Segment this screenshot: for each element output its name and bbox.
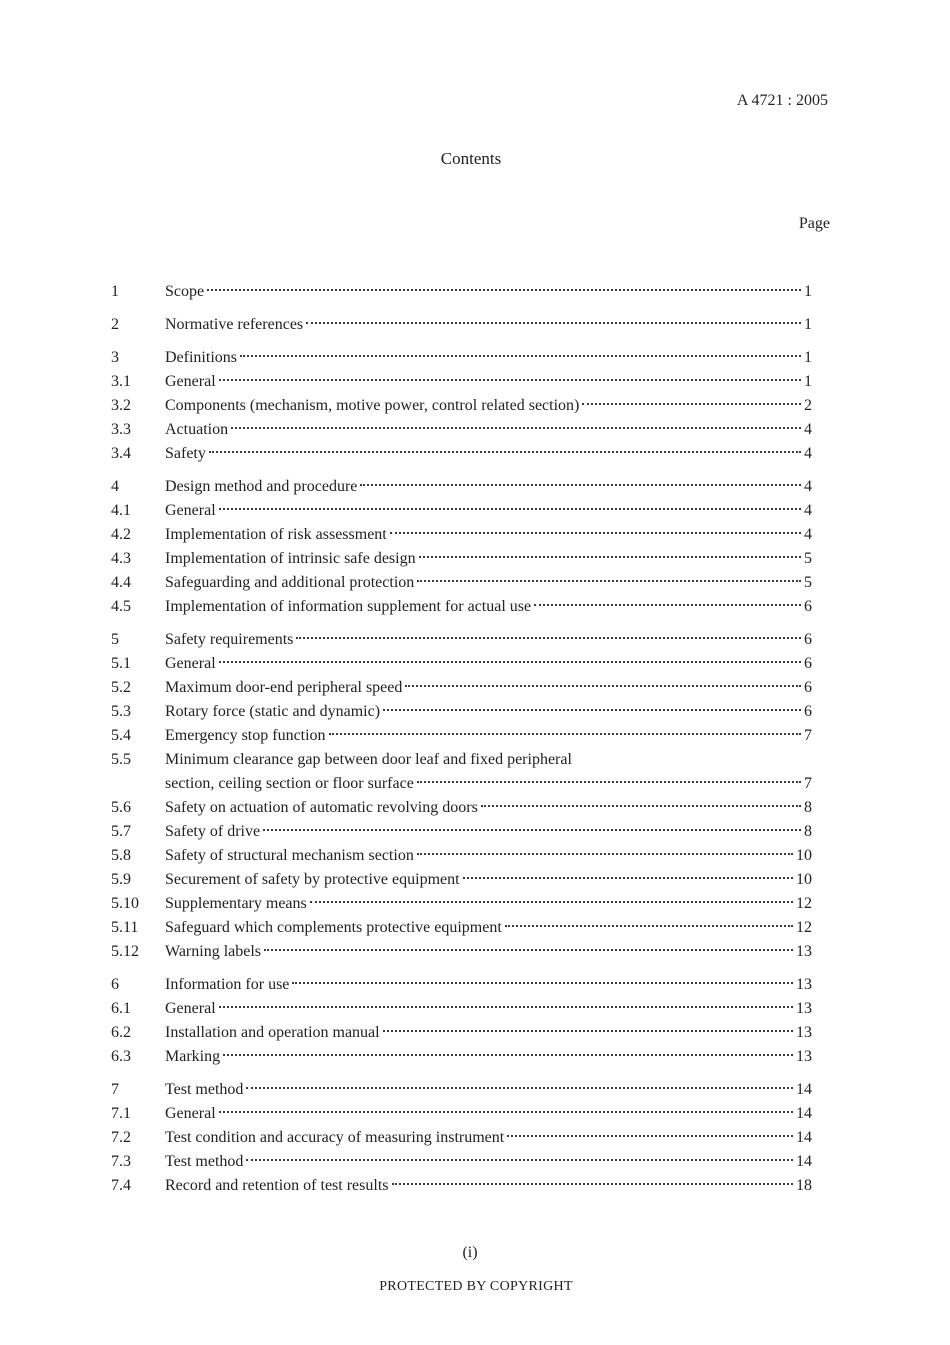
- page-column-label: Page: [798, 215, 830, 232]
- dot-leader: [417, 852, 793, 855]
- dot-leader: [219, 1110, 793, 1113]
- toc-entry-number: 4.1: [111, 502, 131, 519]
- dot-leader: [207, 288, 801, 291]
- toc-entry-title: Warning labels: [165, 943, 262, 960]
- dot-leader: [582, 402, 801, 405]
- toc-entry-number: 5: [111, 631, 119, 648]
- toc-entry-page: 14: [796, 1129, 812, 1146]
- toc-entry-title: Actuation: [165, 421, 229, 438]
- toc-entry-page: 14: [796, 1153, 812, 1170]
- toc-entry-page: 13: [796, 1048, 812, 1065]
- toc-entry-number: 6.2: [111, 1024, 131, 1041]
- dot-leader: [534, 603, 801, 606]
- toc-entry-2[interactable]: [111, 313, 812, 337]
- toc-entry-page: 8: [804, 823, 812, 840]
- toc-entry-7[interactable]: [111, 1078, 812, 1102]
- toc-entry-7-1[interactable]: [111, 1102, 812, 1126]
- toc-entry-title: Safeguard which complements protective equipment: [165, 919, 502, 936]
- table-of-contents: [111, 280, 812, 1198]
- toc-entry-number: 7.3: [111, 1153, 131, 1170]
- toc-entry-5-3[interactable]: [111, 700, 812, 724]
- toc-entry-number: 4.2: [111, 526, 131, 543]
- toc-entry-number: 4: [111, 478, 119, 495]
- toc-entry-number: 4.5: [111, 598, 131, 615]
- toc-entry-7-4[interactable]: [111, 1174, 812, 1198]
- toc-entry-number: 3.1: [111, 373, 131, 390]
- toc-entry-title: Installation and operation manual: [165, 1024, 380, 1041]
- dot-leader: [219, 1005, 793, 1008]
- toc-entry-page: 1: [804, 349, 812, 366]
- toc-entry-number: 3.3: [111, 421, 131, 438]
- toc-entry-4-5[interactable]: [111, 595, 812, 619]
- standard-number: A 4721 : 2005: [736, 92, 828, 109]
- toc-entry-5-10[interactable]: [111, 892, 812, 916]
- dot-leader: [219, 378, 801, 381]
- dot-leader: [481, 804, 801, 807]
- toc-entry-page: 13: [796, 976, 812, 993]
- toc-entry-5-12[interactable]: [111, 940, 812, 964]
- toc-entry-number: 1: [111, 283, 119, 300]
- toc-entry-3-2[interactable]: [111, 394, 812, 418]
- toc-entry-page: 4: [804, 526, 812, 543]
- toc-entry-5-4[interactable]: [111, 724, 812, 748]
- toc-entry-page: 7: [804, 775, 812, 792]
- toc-entry-5-7[interactable]: [111, 820, 812, 844]
- toc-entry-title: General: [165, 502, 216, 519]
- toc-entry-1[interactable]: [111, 280, 812, 304]
- dot-leader: [292, 981, 793, 984]
- toc-entry-title: Components (mechanism, motive power, control related section): [165, 397, 580, 414]
- toc-entry-page: 10: [796, 847, 812, 864]
- toc-entry-page: 5: [804, 574, 812, 591]
- toc-entry-title: Record and retention of test results: [165, 1177, 389, 1194]
- toc-entry-4[interactable]: [111, 475, 812, 499]
- toc-entry-page: 4: [804, 445, 812, 462]
- toc-entry-page: 1: [804, 283, 812, 300]
- toc-entry-number: 5.2: [111, 679, 131, 696]
- toc-entry-number: 5.3: [111, 703, 131, 720]
- dot-leader: [463, 876, 793, 879]
- dot-leader: [417, 579, 801, 582]
- toc-entry-number: 7: [111, 1081, 119, 1098]
- toc-entry-6-1[interactable]: [111, 997, 812, 1021]
- toc-entry-number: 7.4: [111, 1177, 131, 1194]
- dot-leader: [419, 555, 801, 558]
- toc-entry-title: Definitions: [165, 349, 237, 366]
- toc-entry-page: 6: [804, 631, 812, 648]
- dot-leader: [296, 636, 801, 639]
- dot-leader: [392, 1182, 794, 1185]
- toc-entry-number: 3.4: [111, 445, 131, 462]
- toc-entry-3[interactable]: [111, 346, 812, 370]
- toc-entry-number: 5.6: [111, 799, 131, 816]
- dot-leader: [264, 948, 793, 951]
- toc-entry-6-3[interactable]: [111, 1045, 812, 1069]
- toc-entry-number: 5.7: [111, 823, 131, 840]
- toc-entry-5-1[interactable]: [111, 652, 812, 676]
- dot-leader: [246, 1086, 793, 1089]
- toc-entry-title: Supplementary means: [165, 895, 307, 912]
- toc-entry-5-8[interactable]: [111, 844, 812, 868]
- toc-entry-5-9[interactable]: [111, 868, 812, 892]
- toc-entry-page: 14: [796, 1081, 812, 1098]
- toc-entry-title: Safety of structural mechanism section: [165, 847, 414, 864]
- toc-entry-number: 7.1: [111, 1105, 131, 1122]
- toc-entry-title: Implementation of risk assessment: [165, 526, 387, 543]
- toc-entry-title-continued: section, ceiling section or floor surface: [165, 775, 414, 792]
- toc-entry-number: 5.12: [111, 943, 139, 960]
- toc-entry-title: Information for use: [165, 976, 290, 993]
- toc-entry-title: General: [165, 655, 216, 672]
- toc-entry-number: 4.4: [111, 574, 131, 591]
- toc-entry-4-2[interactable]: [111, 523, 812, 547]
- toc-entry-title: Implementation of intrinsic safe design: [165, 550, 416, 567]
- toc-entry-page: 12: [796, 895, 812, 912]
- toc-entry-number: 5.5: [111, 751, 131, 768]
- toc-entry-page: 13: [796, 943, 812, 960]
- toc-entry-number: 4.3: [111, 550, 131, 567]
- page-marker: (i): [462, 1244, 478, 1261]
- toc-entry-5-2[interactable]: [111, 676, 812, 700]
- toc-entry-3-4[interactable]: [111, 442, 812, 466]
- toc-entry-5[interactable]: [111, 628, 812, 652]
- toc-entry-title: Securement of safety by protective equipment: [165, 871, 460, 888]
- toc-entry-page: 7: [804, 727, 812, 744]
- dot-leader: [240, 354, 801, 357]
- toc-entry-4-1[interactable]: [111, 499, 812, 523]
- dot-leader: [306, 321, 801, 324]
- dot-leader: [505, 924, 793, 927]
- toc-entry-number: 6.1: [111, 1000, 131, 1017]
- copyright-notice: PROTECTED BY COPYRIGHT: [379, 1279, 573, 1294]
- dot-leader: [360, 483, 801, 486]
- toc-entry-number: 6.3: [111, 1048, 131, 1065]
- toc-entry-title: Safeguarding and additional protection: [165, 574, 415, 591]
- toc-entry-number: 3: [111, 349, 119, 366]
- dot-leader: [417, 780, 801, 783]
- toc-entry-5-5[interactable]: [111, 748, 812, 772]
- dot-leader: [209, 450, 801, 453]
- toc-entry-page: 14: [796, 1105, 812, 1122]
- toc-entry-page: 6: [804, 655, 812, 672]
- toc-entry-title: Emergency stop function: [165, 727, 326, 744]
- toc-entry-number: 5.1: [111, 655, 131, 672]
- toc-entry-title: Design method and procedure: [165, 478, 358, 495]
- toc-entry-number: 6: [111, 976, 119, 993]
- dot-leader: [405, 684, 801, 687]
- toc-entry-page: 4: [804, 421, 812, 438]
- dot-leader: [219, 660, 801, 663]
- toc-entry-4-4[interactable]: [111, 571, 812, 595]
- toc-entry-title: General: [165, 1105, 216, 1122]
- toc-entry-page: 4: [804, 502, 812, 519]
- toc-entry-title: Safety requirements: [165, 631, 294, 648]
- toc-entry-title: Test method: [165, 1153, 244, 1170]
- toc-entry-title: Minimum clearance gap between door leaf and fixed peripheral: [165, 751, 572, 768]
- toc-entry-5-11[interactable]: [111, 916, 812, 940]
- toc-entry-number: 2: [111, 316, 119, 333]
- toc-entry-page: 6: [804, 679, 812, 696]
- dot-leader: [383, 1029, 793, 1032]
- toc-entry-6-2[interactable]: [111, 1021, 812, 1045]
- dot-leader: [390, 531, 801, 534]
- page-title: Contents: [440, 149, 502, 168]
- toc-entry-page: 6: [804, 598, 812, 615]
- dot-leader: [219, 507, 801, 510]
- dot-leader: [507, 1134, 793, 1137]
- dot-leader: [263, 828, 801, 831]
- toc-entry-3-3[interactable]: [111, 418, 812, 442]
- toc-entry-page: 8: [804, 799, 812, 816]
- toc-entry-title: Test method: [165, 1081, 244, 1098]
- toc-entry-number: 3.2: [111, 397, 131, 414]
- toc-entry-page: 1: [804, 373, 812, 390]
- toc-entry-page: 10: [796, 871, 812, 888]
- dot-leader: [223, 1053, 793, 1056]
- toc-entry-title: Scope: [165, 283, 205, 300]
- toc-entry-page: 13: [796, 1024, 812, 1041]
- toc-entry-title: Test condition and accuracy of measuring instrument: [165, 1129, 505, 1146]
- toc-entry-title: General: [165, 1000, 216, 1017]
- toc-entry-number: 5.9: [111, 871, 131, 888]
- toc-entry-number: 5.10: [111, 895, 139, 912]
- toc-entry-page: 6: [804, 703, 812, 720]
- toc-entry-page: 4: [804, 478, 812, 495]
- dot-leader: [246, 1158, 793, 1161]
- toc-entry-page: 12: [796, 919, 812, 936]
- toc-entry-number: 7.2: [111, 1129, 131, 1146]
- toc-entry-title: Maximum door-end peripheral speed: [165, 679, 403, 696]
- toc-entry-page: 2: [804, 397, 812, 414]
- toc-entry-7-2[interactable]: [111, 1126, 812, 1150]
- toc-entry-title: Safety on actuation of automatic revolving doors: [165, 799, 478, 816]
- toc-entry-title: Implementation of information supplement for actual use: [165, 598, 532, 615]
- toc-entry-6[interactable]: [111, 973, 812, 997]
- toc-entry-page: 5: [804, 550, 812, 567]
- toc-entry-page: 1: [804, 316, 812, 333]
- toc-entry-title: Rotary force (static and dynamic): [165, 703, 381, 720]
- toc-entry-number: 5.11: [111, 919, 139, 936]
- toc-entry-5-6[interactable]: [111, 796, 812, 820]
- toc-entry-7-3[interactable]: [111, 1150, 812, 1174]
- toc-entry-number: 5.4: [111, 727, 131, 744]
- dot-leader: [329, 732, 801, 735]
- toc-entry-page: 13: [796, 1000, 812, 1017]
- toc-entry-5-5-continued[interactable]: [111, 772, 812, 796]
- toc-entry-title: General: [165, 373, 216, 390]
- toc-entry-4-3[interactable]: [111, 547, 812, 571]
- dot-leader: [383, 708, 801, 711]
- toc-entry-title: Normative references: [165, 316, 304, 333]
- toc-entry-title: Safety: [165, 445, 206, 462]
- toc-entry-number: 5.8: [111, 847, 131, 864]
- dot-leader: [310, 900, 793, 903]
- dot-leader: [231, 426, 801, 429]
- toc-entry-title: Safety of drive: [165, 823, 261, 840]
- toc-entry-page: 18: [796, 1177, 812, 1194]
- toc-entry-3-1[interactable]: [111, 370, 812, 394]
- toc-entry-title: Marking: [165, 1048, 221, 1065]
